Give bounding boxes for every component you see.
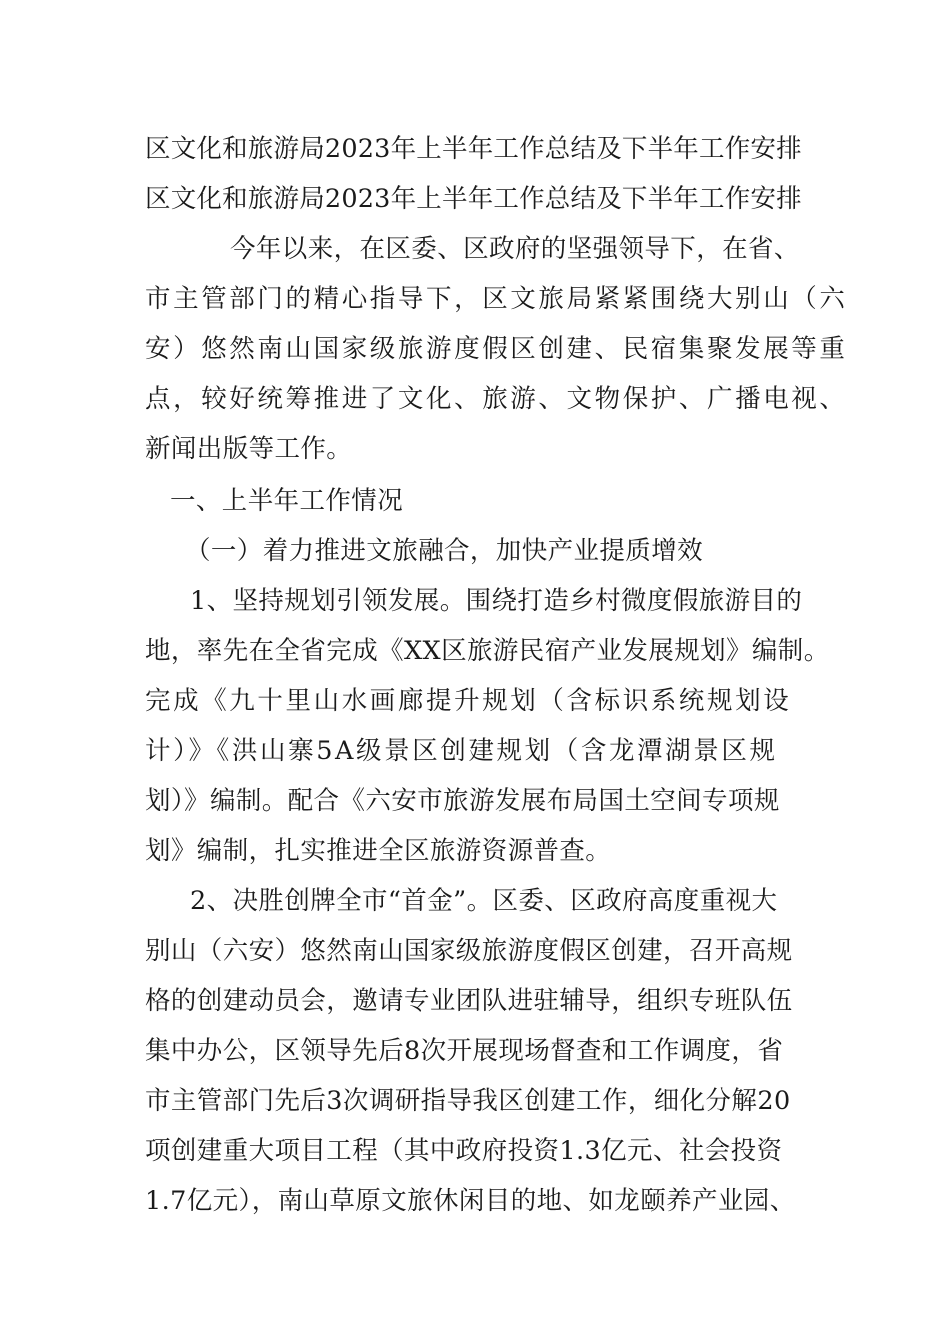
intro-line: 安）悠然南山国家级旅游度假区创建、民宿集聚发展等重 <box>145 334 848 364</box>
item-2-line: 市主管部门先后3次调研指导我区创建工作，细化分解20 <box>145 1086 791 1116</box>
item-1-line: 1、坚持规划引领发展。围绕打造乡村微度假旅游目的 <box>190 586 803 616</box>
item-2-line: 集中办公，区领导先后8次开展现场督查和工作调度，省 <box>145 1036 784 1066</box>
item-2-line: 格的创建动员会，邀请专业团队进驻辅导，组织专班队伍 <box>145 986 793 1016</box>
document-title: 区文化和旅游局2023年上半年工作总结及下半年工作安排 <box>145 134 802 164</box>
item-2-line: 2、决胜创牌全市“首金”。区委、区政府高度重视大 <box>190 886 778 916</box>
document-title-repeat: 区文化和旅游局2023年上半年工作总结及下半年工作安排 <box>145 184 802 214</box>
item-2-line: 别山（六安）悠然南山国家级旅游度假区创建，召开高规 <box>145 936 793 966</box>
section-heading: 一、上半年工作情况 <box>170 486 404 516</box>
item-2-line: 1.7亿元），南山草原文旅休闲目的地、如龙颐养产业园、 <box>145 1186 796 1216</box>
subsection-heading: （一）着力推进文旅融合，加快产业提质增效 <box>185 536 704 566</box>
item-1-line: 计）》《洪山寨5A级景区创建规划（含龙潭湖景区规 <box>145 736 778 766</box>
item-1-line: 地，率先在全省完成《XX区旅游民宿产业发展规划》编制。 <box>145 636 830 666</box>
intro-line: 新闻出版等工作。 <box>145 434 353 464</box>
intro-line: 市主管部门的精心指导下，区文旅局紧紧围绕大别山（六 <box>145 284 848 314</box>
item-1-line: 划》编制，扎实推进全区旅游资源普查。 <box>145 836 612 866</box>
intro-line: 点，较好统筹推进了文化、旅游、文物保护、广播电视、 <box>145 384 848 414</box>
item-2-line: 项创建重大项目工程（其中政府投资1.3亿元、社会投资 <box>145 1136 783 1166</box>
intro-line: 今年以来，在区委、区政府的坚强领导下，在省、 <box>230 234 800 264</box>
item-1-line: 划）》编制。配合《六安市旅游发展布局国土空间专项规 <box>145 786 780 816</box>
item-1-line: 完成《九十里山水画廊提升规划（含标识系统规划设 <box>145 686 792 716</box>
